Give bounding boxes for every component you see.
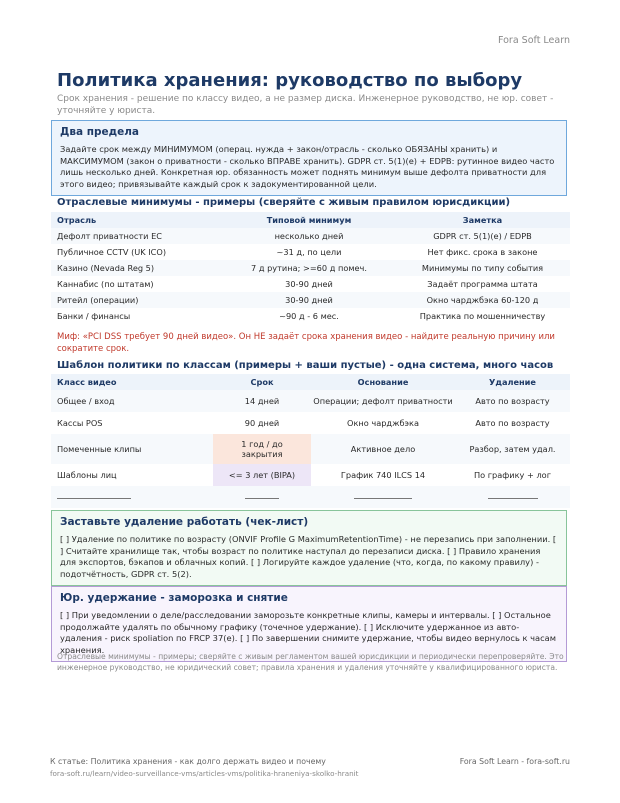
table-header-row <box>51 374 570 390</box>
footer-brand: Fora Soft Learn - fora-soft.ru <box>459 757 570 766</box>
two-limits-box <box>51 120 567 196</box>
table-cell: <= 3 лет (BIPA) <box>213 464 311 486</box>
column-header: Срок <box>213 374 311 390</box>
table-cell: Окно чарджбэка 60-120 д <box>395 292 570 308</box>
checklist-heading: Заставьте удаление работать (чек-лист) <box>60 516 309 528</box>
two-limits-text: Задайте срок между МИНИМУМОМ (операц. нужда + закон/отрасль - сколько ОБЯЗАНЫ хранить) и МАКСИМУМОМ (закон о приватности - сколько ВПРАВЕ хранить). GDPR ст. 5(1)(e) + EDPB: рутинное видео часто лишь несколько дней. Конкретная юр. обязанность может поднять минимум выше дефолта приватности для этого видео; привязывайте каждый срок к задокументированной цели. <box>60 144 555 189</box>
table-cell: Минимумы по типу события <box>395 260 570 276</box>
table-cell: Практика по мошенничеству <box>419 311 546 321</box>
table-cell: Помеченные клипы <box>51 434 213 464</box>
blank-row <box>51 486 570 508</box>
table-cell: ~31 д, по цели <box>276 247 342 257</box>
table-cell: Казино (Nevada Reg 5) <box>51 260 223 276</box>
blank-line <box>354 497 412 499</box>
blank-cell <box>51 486 213 508</box>
table-cell: 7 д рутина; >=60 д помеч. <box>223 260 395 276</box>
column-header: Класс видео <box>51 374 213 390</box>
table-cell: 14 дней <box>213 390 311 412</box>
table-row <box>51 292 570 308</box>
table-cell: несколько дней <box>223 228 395 244</box>
blank-cell <box>455 486 570 508</box>
table-row <box>51 228 570 244</box>
table-cell: 30-90 дней <box>285 279 333 289</box>
table-row <box>51 244 570 260</box>
header-brand: Fora Soft Learn <box>497 35 570 46</box>
table-row <box>51 276 570 292</box>
table-cell: По графику + лог <box>473 470 551 480</box>
page-subtitle: Срок хранения - решение по классу видео, а не размер диска. Инженерное руководство, не юр. совет - уточняйте у юриста. <box>57 94 554 116</box>
table-cell: Публичное CCTV (UK ICO) <box>57 247 167 257</box>
table-cell: Авто по возрасту <box>475 418 550 428</box>
table-row <box>51 260 570 276</box>
legal-hold-box <box>51 586 567 662</box>
table-cell: Каннабис (по штатам) <box>57 279 154 289</box>
table-cell: Кассы POS <box>57 418 103 428</box>
highlighted-term: 1 год / до закрытия <box>241 439 283 459</box>
table-cell: ~90 д - 6 мес. <box>279 311 339 321</box>
table-cell: Ритейл (операции) <box>51 292 223 308</box>
table-cell: Разбор, затем удал. <box>455 434 570 464</box>
column-header: Типовой минимум <box>223 212 395 228</box>
table-cell: Операции; дефолт приватности <box>311 390 455 412</box>
table-row <box>51 434 570 464</box>
legal-hold-heading: Юр. удержание - заморозка и снятие <box>60 592 288 604</box>
table-cell: Активное дело <box>311 434 455 464</box>
table-row <box>51 412 570 434</box>
blank-line <box>245 497 279 499</box>
table-cell: Шаблоны лиц <box>57 470 117 480</box>
table-cell <box>213 434 311 464</box>
table-cell: Авто по возрасту <box>455 390 570 412</box>
page-title: Политика хранения: руководство по выбору <box>57 70 523 91</box>
two-limits-heading: Два предела <box>60 126 140 138</box>
table-cell: GDPR ст. 5(1)(e) / EDPB <box>395 228 570 244</box>
column-header: Отрасль <box>51 212 223 228</box>
table-cell: 90 дней <box>244 418 280 428</box>
table-cell: Нет фикс. срока в законе <box>427 247 538 257</box>
footer-article-link[interactable]: К статье: Политика хранения - как долго держать видео и почему <box>50 757 326 766</box>
table-cell: Задаёт программа штата <box>427 279 538 289</box>
blank-line <box>57 497 131 499</box>
table-cell: Окно чарджбэка <box>347 418 419 428</box>
industry-table <box>51 212 570 324</box>
policy-table <box>51 374 570 530</box>
blank-line <box>488 497 538 499</box>
pci-myth-note: Миф: «PCI DSS требует 90 дней видео». Он НЕ задаёт срока хранения видео - найдите реальную причину или сократите срок. <box>57 332 555 354</box>
table-header-row <box>51 212 570 228</box>
table-cell: Дефолт приватности ЕС <box>51 228 223 244</box>
deletion-checklist-box <box>51 510 567 586</box>
legal-hold-text: [ ] При уведомлении о деле/расследовании заморозьте конкретные клипы, камеры и интервалы. [ ] Остальное продолжайте удалять по обычному графику (точечное удержание). [ ] Исключите удержанное из авто-удаления - риск spoliation по FRCP 37(e). [ ] По завершении снимите удержание, чтобы видео вернулось к часам хранения. <box>60 610 557 655</box>
column-header: Основание <box>311 374 455 390</box>
table-cell: График 740 ILCS 14 <box>340 470 426 480</box>
table-row <box>51 308 570 324</box>
disclaimer-footnote: Отраслевые минимумы - примеры; сверяйте с живым регламентом вашей юрисдикции и периодически перепроверяйте. Это инженерное руководство, не юридический совет; правила хранения и удаления уточняйте у квалифицированного юриста. <box>57 652 564 672</box>
table-cell: Банки / финансы <box>57 311 131 321</box>
column-header: Заметка <box>395 212 570 228</box>
policy-heading: Шаблон политики по классам (примеры + ваши пустые) - одна система, много часов <box>57 360 554 371</box>
checklist-text: [ ] Удаление по политике по возрасту (ONVIF Profile G MaximumRetentionTime) - не перезапись при заполнении. [ ] Считайте хранилище так, чтобы возраст по политике наступал до перезаписи диска. [ ] Правило хранения для экспортов, бэкапов и облачных копий. [ ] Логируйте каждое удаление (что, когда, по какому правилу) - подотчётность, GDPR ст. 5(2). <box>60 534 557 579</box>
table-row <box>51 464 570 486</box>
blank-cell <box>213 486 311 508</box>
industry-heading: Отраслевые минимумы - примеры (сверяйте с живым правилом юрисдикции) <box>57 197 511 208</box>
blank-cell <box>311 486 455 508</box>
table-row <box>51 390 570 412</box>
table-cell: 30-90 дней <box>223 292 395 308</box>
table-cell: Общее / вход <box>51 390 213 412</box>
footer-url[interactable]: fora-soft.ru/learn/video-surveillance-vms/articles-vms/politika-hraneniya-skolko-hranit <box>50 769 359 778</box>
column-header: Удаление <box>455 374 570 390</box>
